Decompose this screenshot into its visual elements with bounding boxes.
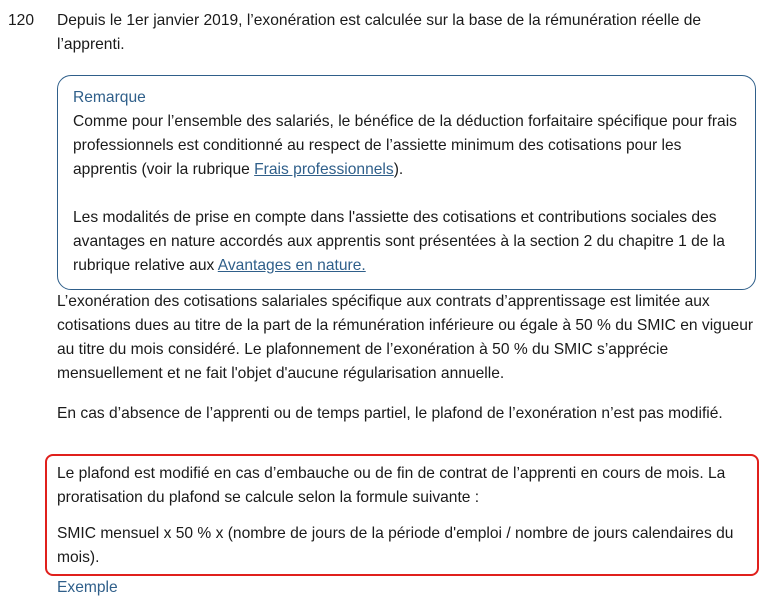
- avantages-en-nature-link[interactable]: Avantages en nature.: [217, 257, 366, 274]
- formula-paragraph: SMIC mensuel x 50 % x (nombre de jours de la période d'emploi / nombre de jours calendaires du mois).: [57, 525, 734, 566]
- next-heading-partial: [57, 579, 177, 596]
- remark-paragraph-1: [73, 110, 739, 182]
- remark-p2-text: Les modalités de prise en compte dans l'assiette des cotisations et contributions sociales des avantages en nature accordés aux apprentis sont présentées à la section 2 du chapitre 1 de la rubrique relative aux: [73, 209, 725, 274]
- article-content: [57, 9, 757, 426]
- highlighted-content: [57, 462, 757, 570]
- remark-paragraph-2: [73, 206, 739, 278]
- paragraph-number: 120: [8, 12, 35, 29]
- body-paragraph: En cas d’absence de l’apprenti ou de temps partiel, le plafond de l’exonération n’est pas modifié.: [57, 405, 723, 422]
- frais-professionnels-link[interactable]: Frais professionnels: [254, 161, 394, 178]
- highlighted-paragraph-1: Le plafond est modifié en cas d’embauche ou de fin de contrat de l’apprenti en cours de mois. La proratisation du plafond se calcule selon la formule suivante :: [57, 465, 726, 506]
- remark-p1-after: ).: [393, 161, 404, 178]
- intro-paragraph: Depuis le 1er janvier 2019, l’exonération est calculée sur la base de la rémunération réelle de l’apprenti.: [57, 12, 702, 53]
- next-heading-text: Exemple: [57, 579, 118, 596]
- body-paragraph: L’exonération des cotisations salariales spécifique aux contrats d’apprentissage est limitée aux cotisations dues au titre de la part de la rémunération inférieure ou égale à 50 % du SMIC en vigueur au titre du mois considéré. Le plafonnement de l’exonération à 50 % du SMIC s’apprécie mensuellement et ne fait l'objet d'aucune régularisation annuelle.: [57, 293, 754, 382]
- remark-p1-text: Comme pour l’ensemble des salariés, le bénéfice de la déduction forfaitaire spécifique pour frais professionnels est conditionné au respect de l’assiette minimum des cotisations pour les apprentis (voir la rubrique: [73, 113, 737, 178]
- highlighted-section: [45, 454, 759, 576]
- remark-title: Remarque: [73, 89, 146, 106]
- remark-box: [57, 75, 756, 290]
